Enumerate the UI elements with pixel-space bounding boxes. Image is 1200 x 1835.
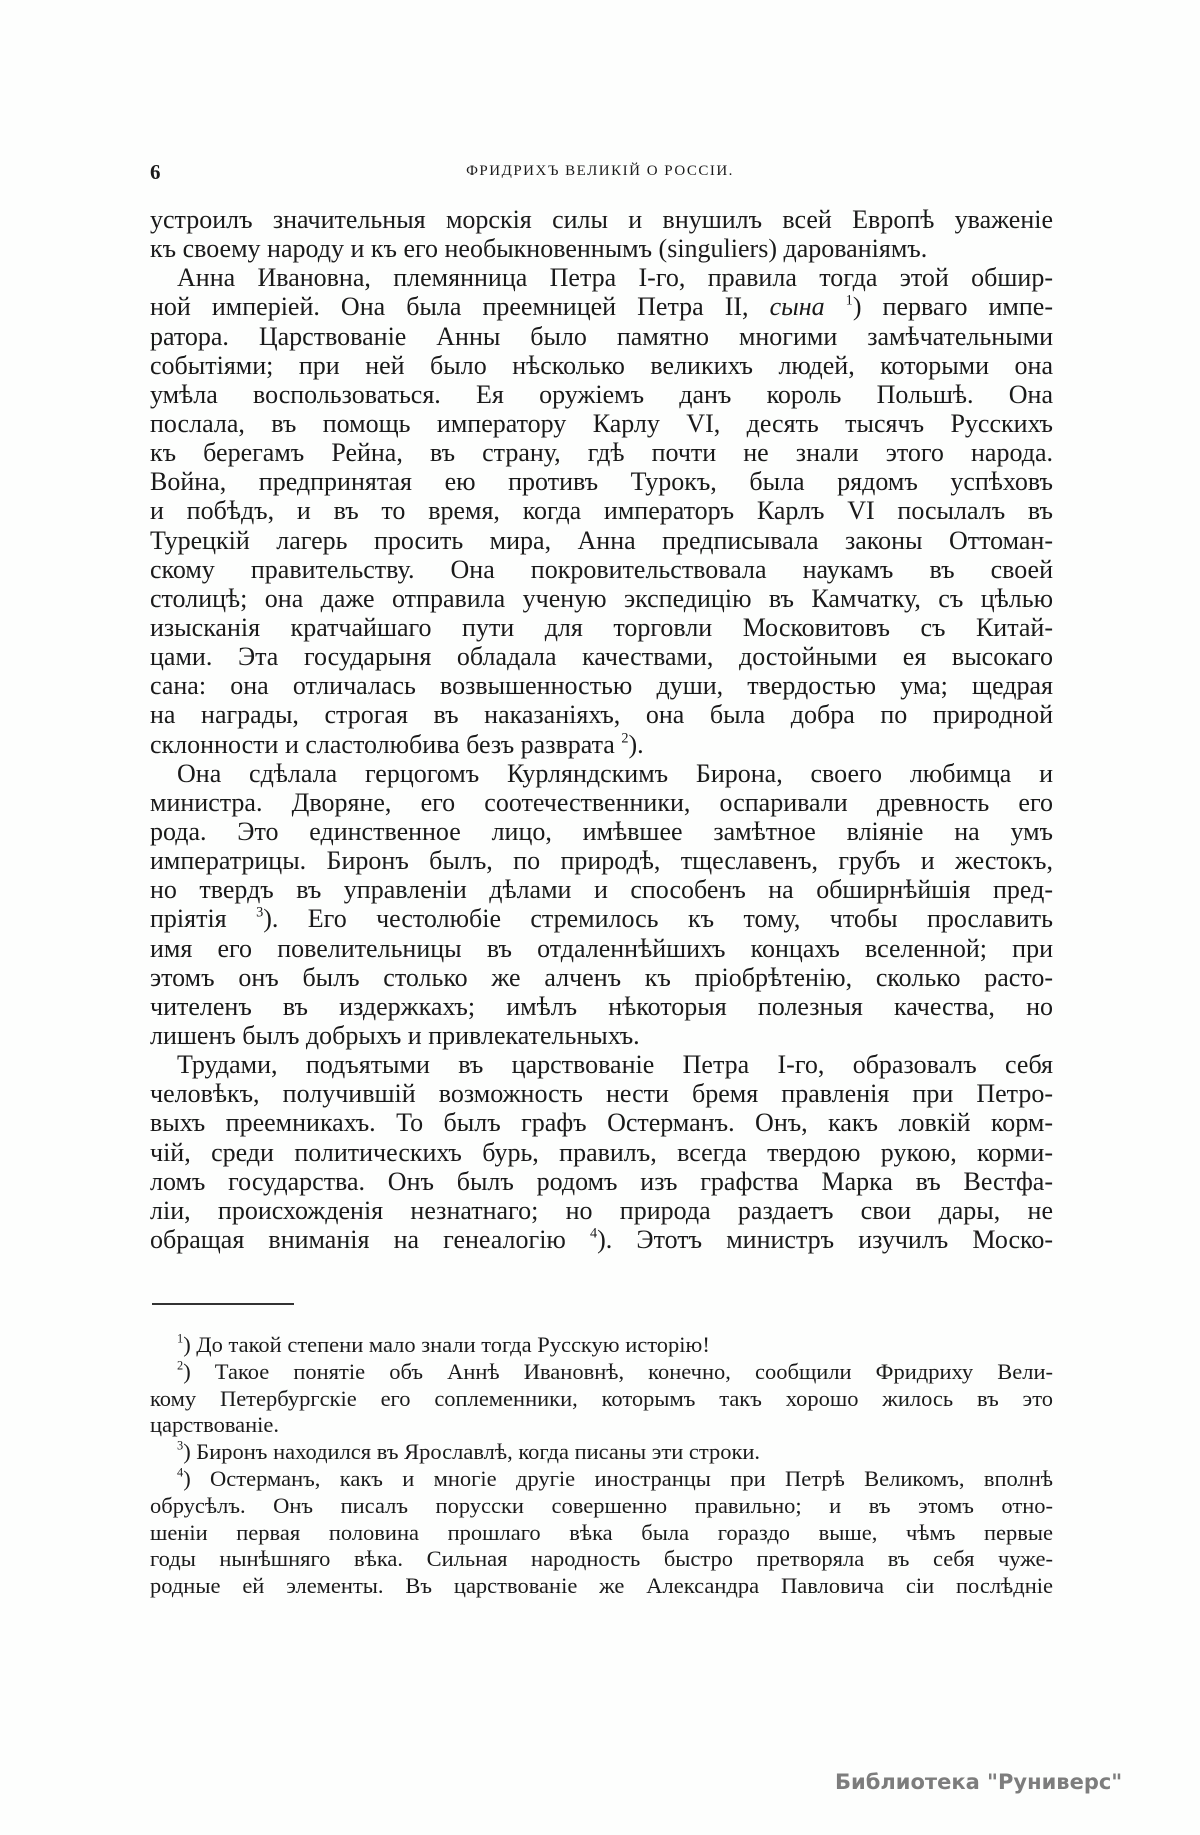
footnote-line: годы нынѣшняго вѣка. Сильная народность быстро претворяла въ себя чуже- bbox=[150, 1546, 1053, 1572]
footnotes bbox=[150, 1332, 1053, 1600]
footnote-marker: 3 bbox=[177, 1438, 184, 1453]
page-number: 6 bbox=[150, 160, 161, 184]
body-line: на награды, строгая въ наказаніяхъ, она была добра по природной bbox=[150, 700, 1053, 730]
body-line: чій, среди политическихъ бурь, правилъ, всегда твердою рукою, корми- bbox=[150, 1137, 1053, 1167]
footnote-separator bbox=[152, 1303, 294, 1305]
body-line: Она сдѣлала герцогомъ Курляндскимъ Бирона, своего любимца и bbox=[177, 758, 1053, 788]
body-line: событіями; при ней было нѣсколько великихъ людей, которыми она bbox=[150, 350, 1053, 380]
body-line: цами. Эта государыня обладала качествами, достойными ея высокаго bbox=[150, 642, 1053, 672]
body-line: къ берегамъ Рейна, въ страну, гдѣ почти не знали этого народа. bbox=[150, 438, 1053, 468]
body-line: имя его повелительницы въ отдаленнѣйшихъ концахъ вселенной; при bbox=[150, 933, 1053, 963]
italic-word: сына bbox=[769, 292, 825, 322]
body-line: Война, предпринятая ею противъ Турокъ, была рядомъ успѣховъ bbox=[150, 467, 1053, 497]
footnote-ref: 2 bbox=[621, 729, 629, 746]
body-line: министра. Дворяне, его соотечественники, оспаривали древность его bbox=[150, 787, 1053, 817]
footnote-ref: 3 bbox=[256, 904, 264, 921]
body-line: Анна Ивановна, племянница Петра I-го, правила тогда этой обшир- bbox=[177, 263, 1053, 293]
body-line: ломъ государства. Онъ былъ родомъ изъ графства Марка въ Вестфа- bbox=[150, 1166, 1053, 1196]
footnote-line: обрусѣлъ. Онъ писалъ порусски совершенно правильно; и въ этомъ отно- bbox=[150, 1492, 1053, 1518]
footnote-line: родные ей элементы. Въ царствованіе же Александра Павловича сіи послѣдніе bbox=[150, 1573, 1053, 1599]
body-line: но твердъ въ управленіи дѣлами и способенъ на обширнѣйшія пред- bbox=[150, 875, 1053, 905]
body-line: столицѣ; она даже отправила ученую экспедицію въ Камчатку, съ цѣлью bbox=[150, 583, 1053, 613]
body-line: ратора. Царствованіе Анны было памятно многими замѣчательными bbox=[150, 321, 1053, 351]
footnote-ref: 1 bbox=[845, 292, 853, 309]
body-line: Турецкій лагерь просить мира, Анна предписывала законы Оттоман- bbox=[150, 525, 1053, 555]
footnote-line: $^2$) Такое понятіе объ Аннѣ Ивановнѣ, конечно, сообщили Фридриху Вели- bbox=[177, 1358, 1053, 1384]
footnote-line: $^4$) Остерманъ, какъ и многіе другіе иностранцы при Петрѣ Великомъ, вполнѣ bbox=[177, 1465, 1053, 1491]
footnote-line: царствованіе. bbox=[150, 1412, 280, 1438]
body-line: этомъ онъ былъ столько же алченъ къ пріобрѣтенію, сколько расто- bbox=[150, 962, 1053, 992]
footnote-marker: 2 bbox=[177, 1358, 184, 1373]
library-watermark: Библиотека "Руниверс" bbox=[835, 1770, 1123, 1794]
body-line: ліи, происхожденія незнатнаго; но природа раздаетъ свои дары, не bbox=[150, 1195, 1053, 1225]
footnote-line: $^3$) Биронъ находился въ Ярославлѣ, когда писаны эти строки. bbox=[177, 1438, 761, 1465]
body-line: устроилъ значительныя морскія силы и внушилъ всей Европѣ уваженіе bbox=[150, 205, 1053, 234]
body-line: чителенъ въ издержкахъ; имѣлъ нѣкоторыя полезныя качества, но bbox=[150, 991, 1053, 1021]
footnote-line: шеніи первая половина прошлаго вѣка была гораздо выше, чѣмъ первые bbox=[150, 1519, 1053, 1545]
body-line: скому правительству. Она покровительствовала наукамъ въ своей bbox=[150, 554, 1053, 584]
body-line: сана: она отличалась возвышенностью души, твердостью ума; щедрая bbox=[150, 671, 1053, 701]
footnote-line: $^1$) До такой степени мало знали тогда Русскую исторію! bbox=[177, 1331, 710, 1357]
body-line: рода. Это единственное лицо, имѣвшее замѣтное вліяніе на умъ bbox=[150, 816, 1053, 846]
body-line: послала, въ помощь императору Карлу VI, десять тысячъ Русскихъ bbox=[150, 408, 1053, 438]
body-line: императрицы. Биронъ былъ, по природѣ, тщеславенъ, грубъ и жестокъ, bbox=[150, 846, 1053, 876]
footnote-marker: 4 bbox=[177, 1465, 184, 1480]
body-line: Трудами, подъятыми въ царствованіе Петра I-го, образовалъ себя bbox=[177, 1050, 1053, 1080]
running-title: ФРИДРИХЪ ВЕЛИКІЙ О РОССІИ. bbox=[466, 163, 734, 179]
body-line: лишенъ былъ добрыхъ и привлекательныхъ. bbox=[150, 1020, 640, 1050]
body-line: пріятія $^3$). Его честолюбіе стремилось къ тому, чтобы прославить bbox=[150, 904, 1053, 934]
body-line: умѣла воспользоваться. Ея оружіемъ данъ король Польшѣ. Она bbox=[150, 379, 1053, 409]
body-line: склонности и сластолюбива безъ разврата $^2$). bbox=[150, 729, 644, 759]
footnote-line: кому Петербургскіе его соплеменники, которымъ такъ хорошо жилось въ это bbox=[150, 1385, 1053, 1411]
footnote-ref: 4 bbox=[589, 1225, 598, 1242]
body-line: обращая вниманія на генеалогію $^4$). Этотъ министръ изучилъ Моско- bbox=[150, 1224, 1054, 1254]
footnote-marker: 1 bbox=[177, 1331, 184, 1346]
body-line: ной имперіей. Она была преемницей Петра II, сына $^1$) перваго импе- bbox=[150, 292, 1053, 322]
body-line: человѣкъ, получившій возможность нести бремя правленія при Петро- bbox=[150, 1079, 1053, 1109]
body-line: выхъ преемникахъ. То былъ графъ Остерманъ. Онъ, какъ ловкій корм- bbox=[150, 1108, 1053, 1138]
body-line: изысканія кратчайшаго пути для торговли Московитовъ съ Китай- bbox=[150, 612, 1053, 642]
body-text bbox=[150, 205, 1053, 1254]
body-line: и побѣдъ, и въ то время, когда императоръ Карлъ VI посылалъ въ bbox=[150, 496, 1053, 526]
body-line: къ своему народу и къ его необыкновеннымъ (singuliers) дарованіямъ. bbox=[150, 234, 928, 264]
